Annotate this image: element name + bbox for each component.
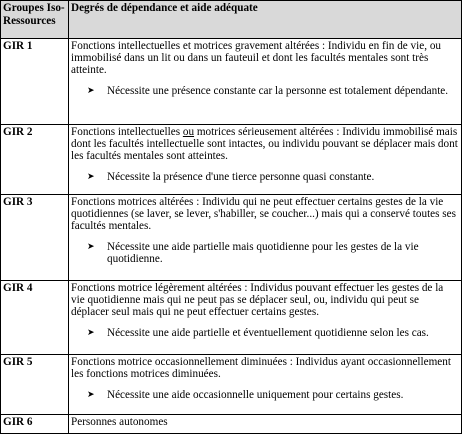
description-text: Fonctions motrice occasionnellement diminuées : Individus ayant occasionnellement les fonctions motrices diminuées. — [71, 356, 451, 380]
arrow-bullet-icon: ➤ — [87, 390, 95, 400]
bullet-text: Nécessite une présence constante car la personne est totalement dépendante. — [107, 85, 449, 97]
bullet-item — [71, 171, 459, 183]
bullet-text: Nécessite une aide partielle mais quotidienne pour les gestes de la vie quotidienne. — [107, 241, 419, 265]
table-row-gir6 — [1, 415, 462, 434]
header-groupes: Groupes Iso-Ressources — [1, 1, 69, 39]
bullet-item — [71, 241, 459, 265]
arrow-bullet-icon: ➤ — [87, 328, 95, 338]
underlined-word: ou — [182, 126, 195, 138]
group-label: GIR 1 — [1, 39, 69, 125]
table-row-gir5 — [1, 355, 462, 415]
bullet-text: Nécessite une aide occasionnelle uniquement pour certains gestes. — [107, 389, 404, 401]
group-label: GIR 2 — [1, 125, 69, 195]
description-text: Fonctions motrices altérées : Individu qui ne peut effectuer certains gestes de la vie quotidiennes (se laver, se lever, s'habiller, se coucher...) mais qui a conservé toutes ses facultés mentales. — [71, 196, 456, 232]
description-cell — [69, 281, 462, 355]
bullet-item — [71, 85, 459, 97]
description-text — [71, 126, 459, 162]
group-label: GIR 5 — [1, 355, 69, 415]
bullet-text: Nécessite une aide partielle et éventuellement quotidienne selon les cas. — [107, 327, 429, 339]
description-cell — [69, 355, 462, 415]
table-row-gir4 — [1, 281, 462, 355]
description-cell — [69, 195, 462, 281]
bullet-text: Nécessite la présence d'une tierce personne quasi constante. — [107, 171, 375, 183]
description-cell — [69, 415, 462, 434]
description-cell — [69, 39, 462, 125]
table-row-gir2 — [1, 125, 462, 195]
header-degres: Degrés de dépendance et aide adéquate — [69, 1, 462, 39]
bullet-item — [71, 389, 459, 401]
table-row-gir1 — [1, 39, 462, 125]
arrow-bullet-icon: ➤ — [87, 86, 95, 96]
arrow-bullet-icon: ➤ — [87, 172, 95, 182]
description-part: motrices sérieusement altérées : Individu immobilisé mais dont les facultés intellectuelle sont intactes, ou individu pouvant se déplacer mais dont les facultés mentales sont atteintes. — [71, 126, 458, 162]
header-row — [1, 1, 462, 39]
description-text: Personnes autonomes — [71, 416, 168, 428]
bullet-item — [71, 327, 459, 339]
table-row-gir3 — [1, 195, 462, 281]
description-part: Fonctions intellectuelles — [71, 126, 183, 138]
description-text: Fonctions intellectuelles et motrices gravement altérées : Individu en fin de vie, ou immobilisé dans un lit ou dans un fauteuil et dont les facultés mentales sont très atteinte. — [71, 40, 442, 76]
arrow-bullet-icon: ➤ — [87, 242, 95, 252]
description-text: Fonctions motrice légèrement altérées : Individus pouvant effectuer les gestes de la vie quotidienne mais qui ne peut pas se déplacer seul, ou, individu qui peut se déplacer seul mais qui ne peut effectuer certains gestes. — [71, 282, 444, 318]
group-label: GIR 3 — [1, 195, 69, 281]
group-label: GIR 4 — [1, 281, 69, 355]
description-cell — [69, 125, 462, 195]
group-label: GIR 6 — [1, 415, 69, 434]
